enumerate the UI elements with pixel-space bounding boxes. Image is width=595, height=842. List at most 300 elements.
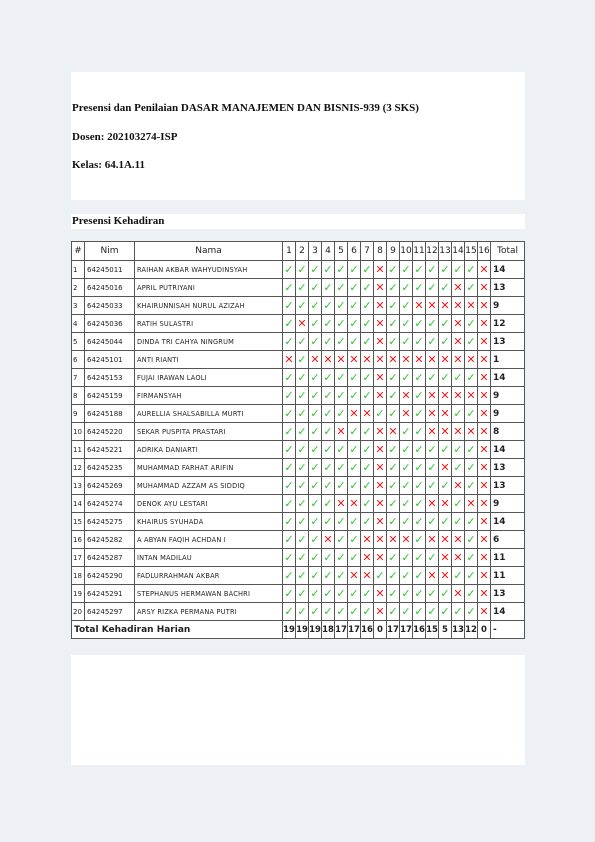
present-check-icon: ✓ xyxy=(309,585,322,603)
student-nim: 64245220 xyxy=(85,423,135,441)
column-header: # xyxy=(72,242,85,261)
table-row xyxy=(72,513,525,531)
present-check-icon: ✓ xyxy=(348,477,361,495)
absent-cross-icon: ✕ xyxy=(361,405,374,423)
present-check-icon: ✓ xyxy=(309,297,322,315)
absent-cross-icon: ✕ xyxy=(439,531,452,549)
absent-cross-icon: ✕ xyxy=(335,423,348,441)
present-check-icon: ✓ xyxy=(452,261,465,279)
present-check-icon: ✓ xyxy=(465,261,478,279)
column-header: 14 xyxy=(452,242,465,261)
daily-total: 16 xyxy=(413,621,426,639)
present-check-icon: ✓ xyxy=(465,603,478,621)
absent-cross-icon: ✕ xyxy=(478,369,491,387)
table-row xyxy=(72,261,525,279)
present-check-icon: ✓ xyxy=(400,585,413,603)
absent-cross-icon: ✕ xyxy=(387,351,400,369)
present-check-icon: ✓ xyxy=(400,459,413,477)
present-check-icon: ✓ xyxy=(400,495,413,513)
present-check-icon: ✓ xyxy=(439,315,452,333)
present-check-icon: ✓ xyxy=(413,405,426,423)
daily-total-row xyxy=(72,621,525,639)
present-check-icon: ✓ xyxy=(426,261,439,279)
present-check-icon: ✓ xyxy=(283,585,296,603)
present-check-icon: ✓ xyxy=(283,549,296,567)
absent-cross-icon: ✕ xyxy=(374,495,387,513)
present-check-icon: ✓ xyxy=(335,315,348,333)
present-check-icon: ✓ xyxy=(348,333,361,351)
present-check-icon: ✓ xyxy=(413,369,426,387)
student-total: 9 xyxy=(491,495,525,513)
present-check-icon: ✓ xyxy=(452,441,465,459)
present-check-icon: ✓ xyxy=(322,549,335,567)
student-nim: 64245221 xyxy=(85,441,135,459)
student-name: MUHAMMAD FARHAT ARIFIN xyxy=(135,459,283,477)
absent-cross-icon: ✕ xyxy=(322,351,335,369)
student-name: A ABYAN FAQIH ACHDAN I xyxy=(135,531,283,549)
present-check-icon: ✓ xyxy=(465,441,478,459)
student-name: KHAIRUS SYUHADA xyxy=(135,513,283,531)
present-check-icon: ✓ xyxy=(439,477,452,495)
absent-cross-icon: ✕ xyxy=(361,567,374,585)
present-check-icon: ✓ xyxy=(322,405,335,423)
present-check-icon: ✓ xyxy=(400,423,413,441)
present-check-icon: ✓ xyxy=(283,423,296,441)
present-check-icon: ✓ xyxy=(387,441,400,459)
present-check-icon: ✓ xyxy=(426,441,439,459)
present-check-icon: ✓ xyxy=(335,441,348,459)
absent-cross-icon: ✕ xyxy=(452,585,465,603)
column-header: Nim xyxy=(85,242,135,261)
student-name: RATIH SULASTRI xyxy=(135,315,283,333)
absent-cross-icon: ✕ xyxy=(348,405,361,423)
present-check-icon: ✓ xyxy=(283,279,296,297)
present-check-icon: ✓ xyxy=(309,531,322,549)
table-row xyxy=(72,405,525,423)
present-check-icon: ✓ xyxy=(283,567,296,585)
present-check-icon: ✓ xyxy=(283,495,296,513)
present-check-icon: ✓ xyxy=(413,603,426,621)
present-check-icon: ✓ xyxy=(361,513,374,531)
daily-total: 15 xyxy=(426,621,439,639)
present-check-icon: ✓ xyxy=(335,261,348,279)
row-number: 19 xyxy=(72,585,85,603)
absent-cross-icon: ✕ xyxy=(361,351,374,369)
present-check-icon: ✓ xyxy=(361,441,374,459)
present-check-icon: ✓ xyxy=(283,333,296,351)
row-number: 8 xyxy=(72,387,85,405)
table-row xyxy=(72,549,525,567)
column-header: 8 xyxy=(374,242,387,261)
present-check-icon: ✓ xyxy=(361,459,374,477)
absent-cross-icon: ✕ xyxy=(426,405,439,423)
absent-cross-icon: ✕ xyxy=(374,279,387,297)
present-check-icon: ✓ xyxy=(335,477,348,495)
present-check-icon: ✓ xyxy=(387,387,400,405)
present-check-icon: ✓ xyxy=(361,495,374,513)
absent-cross-icon: ✕ xyxy=(465,423,478,441)
student-total: 14 xyxy=(491,261,525,279)
student-total: 9 xyxy=(491,405,525,423)
present-check-icon: ✓ xyxy=(400,369,413,387)
attendance-table xyxy=(71,241,525,639)
present-check-icon: ✓ xyxy=(400,441,413,459)
present-check-icon: ✓ xyxy=(465,279,478,297)
absent-cross-icon: ✕ xyxy=(439,405,452,423)
present-check-icon: ✓ xyxy=(335,279,348,297)
table-row xyxy=(72,567,525,585)
row-number: 14 xyxy=(72,495,85,513)
absent-cross-icon: ✕ xyxy=(478,603,491,621)
student-nim: 64245282 xyxy=(85,531,135,549)
absent-cross-icon: ✕ xyxy=(478,441,491,459)
absent-cross-icon: ✕ xyxy=(348,495,361,513)
present-check-icon: ✓ xyxy=(387,585,400,603)
absent-cross-icon: ✕ xyxy=(439,423,452,441)
present-check-icon: ✓ xyxy=(309,333,322,351)
present-check-icon: ✓ xyxy=(283,603,296,621)
student-name: RAIHAN AKBAR WAHYUDINSYAH xyxy=(135,261,283,279)
absent-cross-icon: ✕ xyxy=(465,387,478,405)
absent-cross-icon: ✕ xyxy=(400,531,413,549)
present-check-icon: ✓ xyxy=(296,477,309,495)
section-header xyxy=(71,214,525,229)
absent-cross-icon: ✕ xyxy=(387,531,400,549)
absent-cross-icon: ✕ xyxy=(296,315,309,333)
daily-total: 17 xyxy=(348,621,361,639)
column-header: 3 xyxy=(309,242,322,261)
row-number: 3 xyxy=(72,297,85,315)
student-nim: 64245269 xyxy=(85,477,135,495)
absent-cross-icon: ✕ xyxy=(439,351,452,369)
present-check-icon: ✓ xyxy=(348,549,361,567)
absent-cross-icon: ✕ xyxy=(374,441,387,459)
row-number: 9 xyxy=(72,405,85,423)
student-total: 13 xyxy=(491,333,525,351)
present-check-icon: ✓ xyxy=(439,441,452,459)
row-number: 13 xyxy=(72,477,85,495)
absent-cross-icon: ✕ xyxy=(361,531,374,549)
absent-cross-icon: ✕ xyxy=(452,477,465,495)
present-check-icon: ✓ xyxy=(426,315,439,333)
present-check-icon: ✓ xyxy=(465,477,478,495)
present-check-icon: ✓ xyxy=(296,369,309,387)
table-row xyxy=(72,333,525,351)
absent-cross-icon: ✕ xyxy=(374,387,387,405)
present-check-icon: ✓ xyxy=(400,279,413,297)
present-check-icon: ✓ xyxy=(413,513,426,531)
present-check-icon: ✓ xyxy=(309,567,322,585)
course-title: Presensi dan Penilaian DASAR MANAJEMEN DAN BISNIS-939 (3 SKS) xyxy=(72,102,419,114)
present-check-icon: ✓ xyxy=(296,261,309,279)
blank-card xyxy=(71,655,525,765)
student-total: 9 xyxy=(491,387,525,405)
present-check-icon: ✓ xyxy=(309,279,322,297)
present-check-icon: ✓ xyxy=(361,297,374,315)
daily-total: 16 xyxy=(361,621,374,639)
present-check-icon: ✓ xyxy=(283,477,296,495)
table-row xyxy=(72,387,525,405)
present-check-icon: ✓ xyxy=(322,261,335,279)
present-check-icon: ✓ xyxy=(322,567,335,585)
absent-cross-icon: ✕ xyxy=(452,387,465,405)
present-check-icon: ✓ xyxy=(296,459,309,477)
daily-total: 5 xyxy=(439,621,452,639)
attendance-table-container xyxy=(71,241,525,641)
student-total: 14 xyxy=(491,513,525,531)
absent-cross-icon: ✕ xyxy=(452,531,465,549)
table-row xyxy=(72,459,525,477)
absent-cross-icon: ✕ xyxy=(361,549,374,567)
present-check-icon: ✓ xyxy=(322,279,335,297)
absent-cross-icon: ✕ xyxy=(478,513,491,531)
absent-cross-icon: ✕ xyxy=(374,315,387,333)
present-check-icon: ✓ xyxy=(439,369,452,387)
present-check-icon: ✓ xyxy=(439,603,452,621)
student-total: 11 xyxy=(491,567,525,585)
student-total: 13 xyxy=(491,459,525,477)
table-row xyxy=(72,423,525,441)
present-check-icon: ✓ xyxy=(413,387,426,405)
present-check-icon: ✓ xyxy=(413,567,426,585)
table-row xyxy=(72,279,525,297)
present-check-icon: ✓ xyxy=(335,531,348,549)
daily-total: 12 xyxy=(465,621,478,639)
present-check-icon: ✓ xyxy=(413,279,426,297)
absent-cross-icon: ✕ xyxy=(452,351,465,369)
absent-cross-icon: ✕ xyxy=(478,315,491,333)
daily-total: 0 xyxy=(374,621,387,639)
student-name: SEKAR PUSPITA PRASTARI xyxy=(135,423,283,441)
column-header: 15 xyxy=(465,242,478,261)
present-check-icon: ✓ xyxy=(413,423,426,441)
column-header: 4 xyxy=(322,242,335,261)
absent-cross-icon: ✕ xyxy=(348,567,361,585)
present-check-icon: ✓ xyxy=(413,315,426,333)
present-check-icon: ✓ xyxy=(296,423,309,441)
present-check-icon: ✓ xyxy=(413,459,426,477)
absent-cross-icon: ✕ xyxy=(374,423,387,441)
absent-cross-icon: ✕ xyxy=(478,477,491,495)
absent-cross-icon: ✕ xyxy=(452,549,465,567)
present-check-icon: ✓ xyxy=(283,513,296,531)
absent-cross-icon: ✕ xyxy=(478,567,491,585)
student-total: 13 xyxy=(491,279,525,297)
present-check-icon: ✓ xyxy=(335,297,348,315)
present-check-icon: ✓ xyxy=(335,585,348,603)
present-check-icon: ✓ xyxy=(348,531,361,549)
present-check-icon: ✓ xyxy=(348,387,361,405)
daily-total: 13 xyxy=(452,621,465,639)
present-check-icon: ✓ xyxy=(283,261,296,279)
absent-cross-icon: ✕ xyxy=(387,423,400,441)
student-total: 8 xyxy=(491,423,525,441)
column-header: 16 xyxy=(478,242,491,261)
table-row xyxy=(72,477,525,495)
column-header: 10 xyxy=(400,242,413,261)
present-check-icon: ✓ xyxy=(361,477,374,495)
daily-total: 18 xyxy=(322,621,335,639)
absent-cross-icon: ✕ xyxy=(452,315,465,333)
student-name: FIRMANSYAH xyxy=(135,387,283,405)
student-total: 11 xyxy=(491,549,525,567)
present-check-icon: ✓ xyxy=(387,495,400,513)
present-check-icon: ✓ xyxy=(361,261,374,279)
present-check-icon: ✓ xyxy=(387,603,400,621)
absent-cross-icon: ✕ xyxy=(426,387,439,405)
present-check-icon: ✓ xyxy=(465,513,478,531)
absent-cross-icon: ✕ xyxy=(400,351,413,369)
present-check-icon: ✓ xyxy=(348,585,361,603)
present-check-icon: ✓ xyxy=(452,513,465,531)
present-check-icon: ✓ xyxy=(361,279,374,297)
student-nim: 64245290 xyxy=(85,567,135,585)
present-check-icon: ✓ xyxy=(283,315,296,333)
absent-cross-icon: ✕ xyxy=(465,351,478,369)
column-header: 12 xyxy=(426,242,439,261)
present-check-icon: ✓ xyxy=(452,495,465,513)
absent-cross-icon: ✕ xyxy=(374,297,387,315)
absent-cross-icon: ✕ xyxy=(439,459,452,477)
absent-cross-icon: ✕ xyxy=(426,567,439,585)
student-nim: 64245159 xyxy=(85,387,135,405)
student-total: 9 xyxy=(491,297,525,315)
student-nim: 64245287 xyxy=(85,549,135,567)
absent-cross-icon: ✕ xyxy=(439,387,452,405)
absent-cross-icon: ✕ xyxy=(374,333,387,351)
absent-cross-icon: ✕ xyxy=(426,495,439,513)
present-check-icon: ✓ xyxy=(322,441,335,459)
daily-total: 19 xyxy=(283,621,296,639)
present-check-icon: ✓ xyxy=(283,459,296,477)
present-check-icon: ✓ xyxy=(322,603,335,621)
present-check-icon: ✓ xyxy=(387,477,400,495)
column-header: 9 xyxy=(387,242,400,261)
present-check-icon: ✓ xyxy=(296,585,309,603)
absent-cross-icon: ✕ xyxy=(426,423,439,441)
present-check-icon: ✓ xyxy=(309,513,322,531)
present-check-icon: ✓ xyxy=(322,315,335,333)
present-check-icon: ✓ xyxy=(296,549,309,567)
student-nim: 64245297 xyxy=(85,603,135,621)
present-check-icon: ✓ xyxy=(374,405,387,423)
row-number: 5 xyxy=(72,333,85,351)
present-check-icon: ✓ xyxy=(322,423,335,441)
absent-cross-icon: ✕ xyxy=(426,351,439,369)
present-check-icon: ✓ xyxy=(309,495,322,513)
present-check-icon: ✓ xyxy=(335,387,348,405)
student-name: STEPHANUS HERMAWAN BACHRI xyxy=(135,585,283,603)
present-check-icon: ✓ xyxy=(426,603,439,621)
present-check-icon: ✓ xyxy=(322,513,335,531)
present-check-icon: ✓ xyxy=(361,423,374,441)
row-number: 17 xyxy=(72,549,85,567)
present-check-icon: ✓ xyxy=(348,369,361,387)
present-check-icon: ✓ xyxy=(335,603,348,621)
present-check-icon: ✓ xyxy=(426,279,439,297)
present-check-icon: ✓ xyxy=(400,297,413,315)
present-check-icon: ✓ xyxy=(426,459,439,477)
student-name: APRIL PUTRIYANI xyxy=(135,279,283,297)
absent-cross-icon: ✕ xyxy=(478,495,491,513)
row-number: 11 xyxy=(72,441,85,459)
student-name: INTAN MADILAU xyxy=(135,549,283,567)
absent-cross-icon: ✕ xyxy=(439,567,452,585)
absent-cross-icon: ✕ xyxy=(478,351,491,369)
present-check-icon: ✓ xyxy=(309,261,322,279)
present-check-icon: ✓ xyxy=(348,279,361,297)
present-check-icon: ✓ xyxy=(400,549,413,567)
absent-cross-icon: ✕ xyxy=(478,423,491,441)
column-header: Total xyxy=(491,242,525,261)
present-check-icon: ✓ xyxy=(413,585,426,603)
present-check-icon: ✓ xyxy=(296,603,309,621)
student-total: 14 xyxy=(491,441,525,459)
present-check-icon: ✓ xyxy=(296,279,309,297)
student-name: ADRIKA DANIARTI xyxy=(135,441,283,459)
present-check-icon: ✓ xyxy=(452,369,465,387)
row-number: 12 xyxy=(72,459,85,477)
student-nim: 64245036 xyxy=(85,315,135,333)
row-number: 10 xyxy=(72,423,85,441)
present-check-icon: ✓ xyxy=(361,603,374,621)
absent-cross-icon: ✕ xyxy=(439,297,452,315)
student-total: 13 xyxy=(491,585,525,603)
present-check-icon: ✓ xyxy=(296,387,309,405)
present-check-icon: ✓ xyxy=(400,603,413,621)
present-check-icon: ✓ xyxy=(452,567,465,585)
present-check-icon: ✓ xyxy=(400,261,413,279)
absent-cross-icon: ✕ xyxy=(413,297,426,315)
column-header: 6 xyxy=(348,242,361,261)
present-check-icon: ✓ xyxy=(400,315,413,333)
present-check-icon: ✓ xyxy=(387,513,400,531)
present-check-icon: ✓ xyxy=(413,531,426,549)
present-check-icon: ✓ xyxy=(465,567,478,585)
student-name: AURELLIA SHALSABILLA MURTI xyxy=(135,405,283,423)
absent-cross-icon: ✕ xyxy=(452,297,465,315)
absent-cross-icon: ✕ xyxy=(478,333,491,351)
table-row xyxy=(72,441,525,459)
absent-cross-icon: ✕ xyxy=(400,405,413,423)
present-check-icon: ✓ xyxy=(335,549,348,567)
present-check-icon: ✓ xyxy=(309,549,322,567)
present-check-icon: ✓ xyxy=(387,405,400,423)
present-check-icon: ✓ xyxy=(283,387,296,405)
row-number: 4 xyxy=(72,315,85,333)
absent-cross-icon: ✕ xyxy=(374,261,387,279)
absent-cross-icon: ✕ xyxy=(309,351,322,369)
absent-cross-icon: ✕ xyxy=(478,297,491,315)
present-check-icon: ✓ xyxy=(374,567,387,585)
present-check-icon: ✓ xyxy=(322,333,335,351)
absent-cross-icon: ✕ xyxy=(413,351,426,369)
student-nim: 64245274 xyxy=(85,495,135,513)
table-row xyxy=(72,495,525,513)
column-header: 11 xyxy=(413,242,426,261)
present-check-icon: ✓ xyxy=(348,513,361,531)
student-total: 14 xyxy=(491,369,525,387)
absent-cross-icon: ✕ xyxy=(465,495,478,513)
student-total: 14 xyxy=(491,603,525,621)
student-nim: 64245016 xyxy=(85,279,135,297)
present-check-icon: ✓ xyxy=(309,387,322,405)
present-check-icon: ✓ xyxy=(348,459,361,477)
present-check-icon: ✓ xyxy=(309,315,322,333)
absent-cross-icon: ✕ xyxy=(478,261,491,279)
present-check-icon: ✓ xyxy=(465,459,478,477)
absent-cross-icon: ✕ xyxy=(452,279,465,297)
